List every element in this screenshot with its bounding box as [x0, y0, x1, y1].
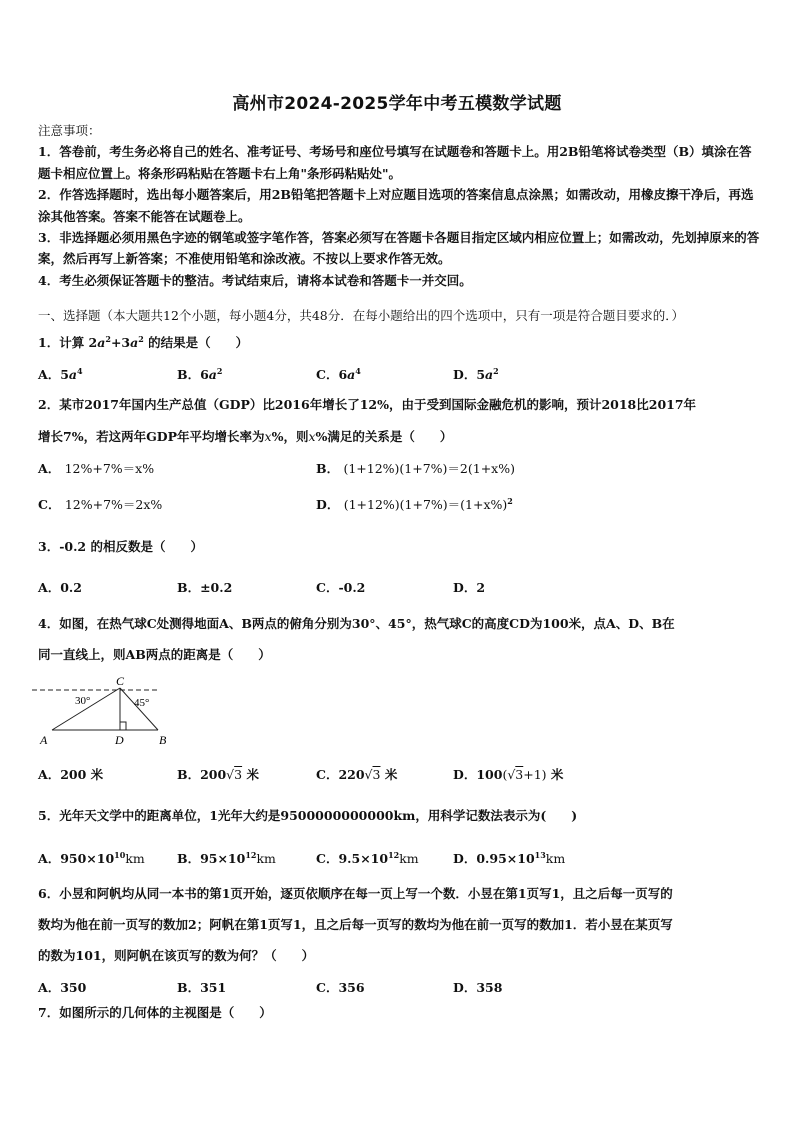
angle-45-label: 45° — [134, 697, 150, 709]
q6-option-b[interactable]: B．351 — [177, 980, 227, 995]
label-a: A — [40, 733, 48, 747]
q1-option-a[interactable]: A．$5a^4$ — [38, 366, 83, 382]
q2-option-b[interactable]: B． (1+12%)(1+7%)＝2(1+x%) — [316, 461, 515, 476]
q1-stem: 1．计算 $2a^2+3a^2$ 的结果是（ ） — [38, 334, 249, 350]
q2-option-c[interactable]: C． 12%+7%＝2x% — [38, 497, 163, 512]
q7-stem: 7．如图所示的几何体的主视图是（ ） — [38, 1005, 272, 1020]
label-d: D — [115, 733, 124, 747]
q4-option-c[interactable]: C．220√3 米 — [316, 767, 398, 782]
q4-line-1: 4．如图，在热气球C处测得地面A、B两点的俯角分别为30°、45°，热气球C的高度CD为100米，点A、D、B在 — [38, 616, 675, 631]
q4-line-2: 同一直线上，则AB两点的距离是（ ） — [38, 647, 271, 662]
q4-option-b[interactable]: B．200√3 米 — [177, 767, 259, 782]
q5-option-b[interactable]: B．$95\times 10^{12}km$ — [177, 850, 276, 866]
angle-30-label: 30° — [75, 695, 91, 707]
q5-option-d[interactable]: D．$0.95\times 10^{13}km$ — [453, 850, 566, 866]
note-item-3: 3．非选择题必须用黑色字迹的钢笔或签字笔作答，答案必须写在答题卡各题目指定区域内相应位置上；如需改动，先划掉原来的答案，然后再写上新答案；不准使用铅笔和涂改液。不按以上要求作答无效。 — [38, 230, 760, 267]
q2-option-d[interactable]: D． $(1+12\%)(1+7\%)=(1+x\%)^2$ — [316, 496, 513, 512]
q3-option-d[interactable]: D．2 — [453, 580, 486, 595]
q5-option-a[interactable]: A．$950\times 10^{10}km$ — [38, 850, 145, 866]
notes-heading: 注意事项： — [38, 123, 101, 138]
q2-option-a[interactable]: A． 12%+7%＝x% — [38, 461, 155, 476]
q6-line-3: 的数为101，则阿帆在该页写的数为何？（ ） — [38, 948, 315, 963]
q3-stem: 3．-0.2 的相反数是（ ） — [38, 539, 203, 554]
balloon-triangle-figure — [30, 672, 180, 752]
label-b: B — [159, 733, 167, 747]
note-item-1: 1．答卷前，考生务必将自己的姓名、准考证号、考场号和座位号填写在试题卷和答题卡上。用2B铅笔将试卷类型（B）填涂在答题卡相应位置上。将条形码粘贴在答题卡右上角"条形码粘贴处"。 — [38, 144, 752, 181]
q4-option-d[interactable]: D．100(√3+1) 米 — [453, 767, 564, 782]
sqrt-icon: √ — [507, 767, 516, 782]
sqrt-icon: √ — [226, 767, 235, 782]
right-angle-mark — [120, 722, 126, 730]
q4-option-a[interactable]: A．200 米 — [38, 767, 104, 782]
q5-option-c[interactable]: C．$9.5\times 10^{12}km$ — [316, 850, 419, 866]
q6-line-1: 6．小昱和阿帆均从同一本书的第1页开始，逐页依顺序在每一页上写一个数．小昱在第1页写1，且之后每一页写的 — [38, 886, 673, 901]
q1-option-d[interactable]: D．$5a^2$ — [453, 366, 499, 382]
q6-option-d[interactable]: D．358 — [453, 980, 503, 995]
q2-line-2: 增长7%，若这两年GDP年平均增长率为x%，则x%满足的关系是（ ） — [38, 429, 453, 444]
q6-option-a[interactable]: A．350 — [38, 980, 87, 995]
q1-option-c[interactable]: C．$6a^4$ — [316, 366, 361, 382]
notes-block — [38, 120, 762, 291]
q3-option-c[interactable]: C．-0.2 — [316, 580, 366, 595]
exam-title: 高州市2024-2025学年中考五模数学试题 — [232, 94, 562, 114]
label-c: C — [116, 674, 125, 688]
section-heading: 一、选择题（本大题共12个小题，每小题4分，共48分．在每小题给出的四个选项中，只有一项是符合题目要求的．） — [38, 308, 685, 323]
sqrt-icon: √ — [364, 767, 373, 782]
q3-option-a[interactable]: A．0.2 — [38, 580, 82, 595]
q6-line-2: 数均为他在前一页写的数加2；阿帆在第1页写1，且之后每一页写的数均为他在前一页写的数加1．若小昱在某页写 — [38, 917, 673, 932]
q5-stem: 5．光年天文学中的距离单位，1光年大约是9500000000000km，用科学记数法表示为( ) — [38, 808, 578, 823]
q1-option-b[interactable]: B．$6a^2$ — [177, 366, 223, 382]
q6-option-c[interactable]: C．356 — [316, 980, 365, 995]
note-item-4: 4．考生必须保证答题卡的整洁。考试结束后，请将本试卷和答题卡一并交回。 — [38, 272, 472, 288]
q2-line-1: 2．某市2017年国内生产总值（GDP）比2016年增长了12%，由于受到国际金融危机的影响，预计2018比2017年 — [38, 397, 697, 412]
q3-option-b[interactable]: B．±0.2 — [177, 580, 233, 595]
note-item-2: 2．作答选择题时，选出每小题答案后，用2B铅笔把答题卡上对应题目选项的答案信息点涂黑；如需改动，用橡皮擦干净后，再选涂其他答案。答案不能答在试题卷上。 — [38, 187, 754, 224]
